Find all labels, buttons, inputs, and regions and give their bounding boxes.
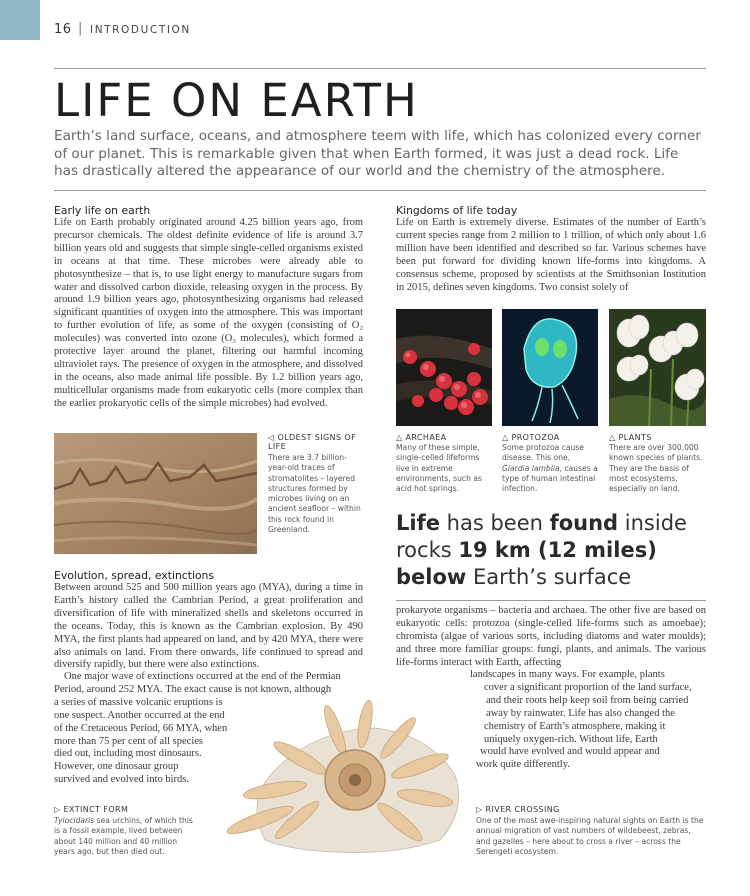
extinct-form-text: sea urchins, of which this is a fossil example, lived between about 140 million and 40 million years ago, but then died out. [54,816,193,856]
kingdoms-heading: Kingdoms of life today [396,204,518,217]
sea-urchin-fossil-photo [205,690,475,855]
protozoa-caption-body [502,443,598,494]
evolution-para-1: Between around 525 and 500 million years ago (MYA), during a time in Earth’s history called the Cambrian Period, a great proliferation and diversification of life with mineralized shells and skeletons occurred in the oceans. Today, this is known as the Cambrian explosion. By 490 MYA, the first plants had appeared on land, and by 420 MYA, there were also animals on land. From there onwards, life continued to spread and diversify rapidly, but there were also extinctions. [54,582,363,671]
pull-quote-text: has been [439,511,550,535]
pull-quote-text: Earth’s surface [466,565,632,589]
page-number: 16 [54,22,72,37]
kingdoms-body: Life on Earth is extremely diverse. Estimates of the number of Earth’s current species range from 2 million to 1 trillion, of which only about 1.6 million have been identified and described so far. Various schemes have been put forward for dividing known life-forms into kingdoms. A consensus scheme, proposed by scientists at the Smithsonian Institution in 2015, defines seven kingdoms. Two consist solely of [396,217,706,293]
stromatolite-rock-photo [54,433,257,554]
plants-caption-body: There are over 300,000 known species of plants. They are the basis of most ecosystems, especially on land. [609,443,703,494]
pull-quote-strong: 19 km (12 miles) below [396,538,657,589]
pull-quote-strong: Life [396,511,440,535]
evolution-para-2-line: died out, including most dinosaurs. [54,748,202,760]
evolution-para-2-line: However, one dinosaur group [54,761,179,773]
continuation-line: work quite differently. [476,759,570,771]
continuation-line: chemistry of Earth’s atmosphere, making it [484,720,666,732]
evolution-para-2-line: a series of massive volcanic eruptions is [54,696,223,708]
evolution-heading: Evolution, spread, extinctions [54,569,215,582]
continuation-line: uniquely oxygen-rich. Without life, Earth [484,733,658,745]
archaea-photo [396,309,492,426]
pull-quote [396,510,706,591]
archaea-caption-title: △ ARCHAEA [396,433,447,442]
protozoa-caption-text-1: Some protozoa cause disease. This one, [502,443,584,463]
tylocidaris-name: Tylocidaris [54,816,95,825]
early-life-heading: Early life on earth [54,204,151,217]
evolution-para-2-line: Period, around 252 MYA. The exact cause is not known, although [54,683,332,695]
corner-tab [0,0,40,40]
evolution-para-2-line: more than 75 per cent of all species [54,735,203,747]
protozoa-photo [502,309,598,426]
continuation-wrapped [470,669,706,772]
oldest-signs-caption-body: There are 3.7 billion-year-old traces of stromatolites – layered structures formed by microbes living on an ancient seafloor – within this rock found in Greenland. [268,453,361,535]
plants-photo [609,309,706,426]
plants-caption-title: △ PLANTS [609,433,652,442]
evolution-para-2-line: one suspect. Another occurred at the end [54,709,225,721]
continuation-body: prokaryote organisms – bacteria and archaea. The other five are based on eukaryotic cells: protozoa (single-celled life-forms such as amoebae); chromista (algae of various sorts, including diatoms and water moulds); and three more familiar groups: fungi, plants, and animals. The various life-forms interact with Earth, affecting [396,605,706,668]
evolution-para-2-line: of the Cretaceous Period, 66 MYA, when [54,722,228,734]
protozoa-caption-text-2: , causes a type of human intestinal infection. [502,463,598,494]
section-name: INTRODUCTION [90,24,191,36]
continuation-line: landscapes in many ways. For example, plants [470,669,665,680]
pull-quote-strong: found [549,511,619,535]
continuation-line: cover a significant proportion of the land surface, [484,681,692,693]
continuation-line: would have evolved and would appear and [480,746,660,758]
intro-rule [54,190,706,191]
top-rule [54,68,706,69]
page-title: LIFE ON EARTH [54,74,419,127]
evolution-para-2-line: survived and evolved into birds. [54,774,190,786]
archaea-caption-body: Many of these simple, single-celled lifeforms live in extreme environments, such as acid hot springs. [396,443,482,494]
intro-paragraph: Earth’s land surface, oceans, and atmosphere teem with life, which has colonized every corner of our planet. This is remarkable given that when Earth formed, it was just a dead rock. Life has drastically altered the appearance of our world and the chemistry of the atmosphere. [54,128,701,179]
continuation-line: and their roots help keep soil from being carried [486,694,689,706]
giardia-name: Giardia lamblia [502,463,560,473]
early-life-body: Life on Earth probably originated around 4.25 billion years ago, from precursor chemicals. The oldest definite evidence of life is around 3.7 billion years old and suggests that simple single-celled organisms existed in oceans at that time. These microbes were already able to photosynthesize – that is, to use light energy to manufacture sugars from water and dissolved carbon dioxide, releasing oxygen in the process. By around 1.9 billion years ago, photosynthesizing organisms had released significant quantities of oxygen into the atmosphere. This was important to further evolution of life, as some of the oxygen (consisting of O₂ molecules) was converted into ozone (O₃ molecules), which formed a protective layer around the planet, filtering out harmful incoming ultraviolet rays. The presence of oxygen in the atmosphere, and dissolved in the oceans, also made animal life possible. By 1.2 billion years ago, multicellular organisms made from eukaryotic cells (more complex than the earlier prokaryotic cells of the simple microbes) had evolved. [54,217,363,409]
extinct-form-caption-title: ▷ EXTINCT FORM [54,805,129,814]
pull-quote-rule [396,600,706,601]
continuation-line: away by rainwater. Life has also changed the [486,707,675,719]
extinct-form-caption-body [54,816,196,857]
header-separator: | [78,21,83,36]
protozoa-caption-title: △ PROTOZOA [502,433,560,442]
oldest-signs-caption-title: ◁ OLDEST SIGNS OF LIFE [268,433,357,451]
river-crossing-caption-title: ▷ RIVER CROSSING [476,805,560,814]
river-crossing-caption-body: One of the most awe-inspiring natural sights on Earth is the annual migration of vast numbers of wildebeest, zebras, and gazelles – here about to cross a river – across the Serengeti ecosystem. [476,816,704,856]
pull-quote-text: inside rocks [396,511,687,562]
evolution-para-2-line: One major wave of extinctions occurred at the end of the Permian [64,671,341,682]
